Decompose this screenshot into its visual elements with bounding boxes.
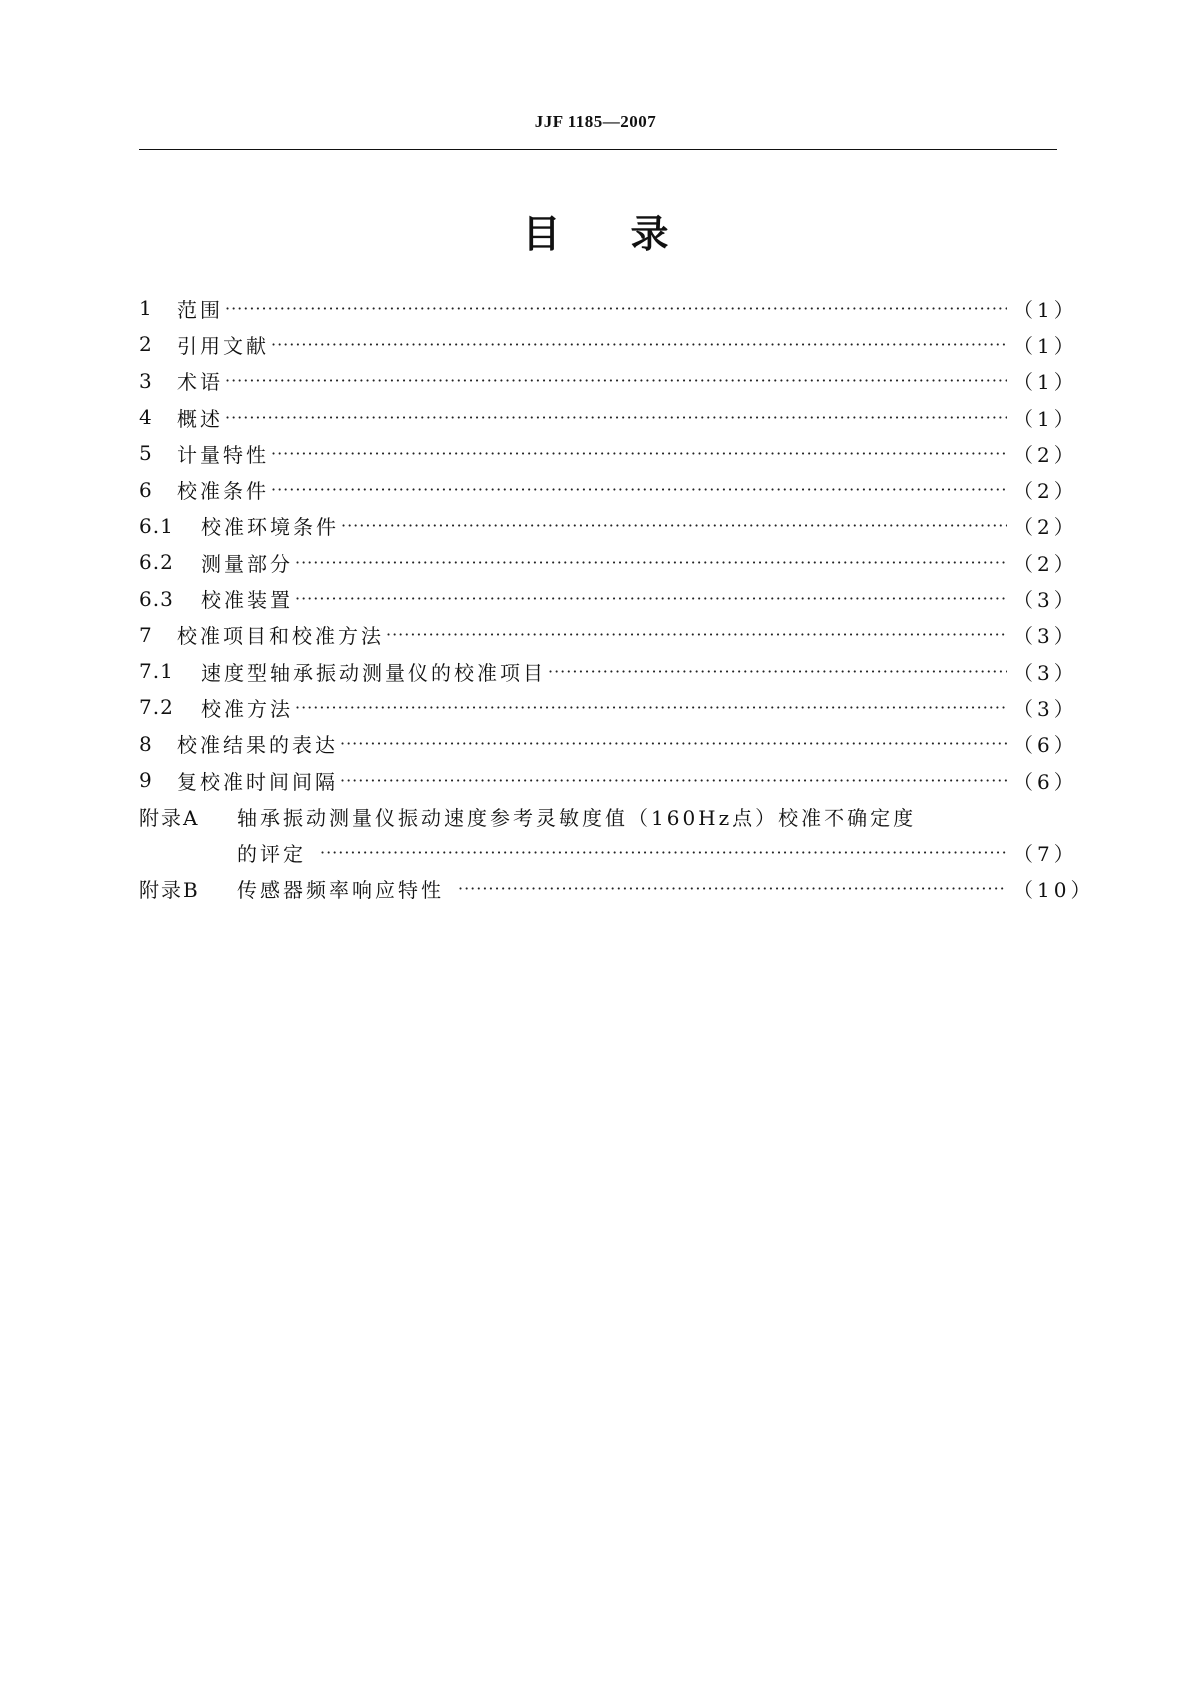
toc-leader-dots: [340, 734, 1007, 753]
toc-leader-dots: [225, 408, 1007, 427]
toc-leader-dots: [295, 589, 1007, 608]
toc-entry[interactable]: [139, 726, 1078, 762]
toc-entry[interactable]: [139, 290, 1078, 326]
toc-entry-label: 的评定: [237, 842, 306, 867]
toc-entry-page: （3）: [1013, 660, 1078, 685]
toc-entry-appendix-a-continued[interactable]: [139, 834, 1078, 870]
toc-entry-label: 引用文献: [177, 333, 269, 358]
toc-leader-dots: [295, 698, 1007, 717]
toc-entry[interactable]: [139, 689, 1078, 725]
toc-entry[interactable]: [139, 471, 1078, 507]
toc-entry-page: （1）: [1013, 370, 1078, 395]
toc-entry[interactable]: [139, 762, 1078, 798]
toc-entry-label: 范围: [177, 297, 223, 322]
toc-leader-dots: [225, 371, 1007, 390]
header-rule: [139, 149, 1057, 150]
toc-leader-dots: [458, 879, 1007, 898]
toc-entry-number: 5: [139, 441, 153, 466]
toc-entry-label: 校准项目和校准方法: [177, 624, 384, 649]
toc-entry[interactable]: [139, 617, 1078, 653]
toc-entry[interactable]: [139, 435, 1078, 471]
toc-entry-number: 6.1: [139, 513, 174, 538]
toc-entry-label: 测量部分: [201, 551, 293, 576]
toc-entry-page: （1）: [1013, 406, 1078, 431]
toc-entry-page: （3）: [1013, 588, 1078, 613]
toc-leader-dots: [271, 335, 1007, 354]
toc-entry-label: 校准结果的表达: [177, 733, 338, 758]
toc-entry-label: 校准方法: [201, 696, 293, 721]
toc-leader-dots: [341, 516, 1007, 535]
toc-leader-dots: [386, 625, 1007, 644]
toc-leader-dots: [225, 299, 1007, 318]
toc-leader-dots: [548, 662, 1007, 681]
toc-entry-label: 术语: [177, 370, 223, 395]
toc-entry-page: （10）: [1013, 878, 1095, 903]
toc-entry-page: （2）: [1013, 442, 1078, 467]
toc-entry-page: （3）: [1013, 696, 1078, 721]
toc-entry[interactable]: [139, 399, 1078, 435]
toc-entry-page: （2）: [1013, 551, 1078, 576]
toc-leader-dots: [271, 444, 1007, 463]
toc-entry-number: 8: [139, 731, 153, 756]
toc-entry-number: 7.2: [139, 695, 174, 720]
toc-entry-page: （6）: [1013, 733, 1078, 758]
toc-entry-number: 6.3: [139, 586, 174, 611]
document-code: JJF 1185—2007: [534, 112, 657, 131]
toc-entry-number: 3: [139, 368, 153, 393]
toc-leader-dots: [271, 480, 1007, 499]
toc-entry-label: 校准装置: [201, 588, 293, 613]
toc-entry-page: （1）: [1013, 333, 1078, 358]
toc-leader-dots: [320, 843, 1007, 862]
toc-entry-page: （2）: [1013, 515, 1078, 540]
toc-entry-number: 2: [139, 332, 153, 357]
toc-entry-appendix-b[interactable]: [139, 871, 1095, 907]
toc-entry-page: （7）: [1013, 842, 1078, 867]
toc-entry-page: （3）: [1013, 624, 1078, 649]
table-of-contents: [139, 290, 1095, 907]
toc-entry-page: （1）: [1013, 297, 1078, 322]
toc-entry-label: 速度型轴承振动测量仪的校准项目: [201, 660, 546, 685]
toc-entry-number: 7: [139, 622, 153, 647]
toc-entry-label: 概述: [177, 406, 223, 431]
toc-entry-number: 6: [139, 477, 153, 502]
toc-entry-label: 复校准时间间隔: [177, 769, 338, 794]
toc-entry[interactable]: [139, 653, 1078, 689]
toc-leader-dots: [340, 771, 1007, 790]
toc-entry-label: 轴承振动测量仪振动速度参考灵敏度值（160Hz点）校准不确定度: [237, 805, 917, 830]
toc-entry[interactable]: [139, 580, 1078, 616]
toc-entry[interactable]: [139, 544, 1078, 580]
toc-entry-number: 7.1: [139, 659, 174, 684]
toc-entry-appendix-a[interactable]: [139, 798, 1057, 834]
toc-entry-number: 1: [139, 296, 153, 321]
toc-entry-number: 9: [139, 768, 153, 792]
toc-entry-number: 附录B: [139, 878, 200, 903]
toc-entry[interactable]: [139, 508, 1078, 544]
toc-entry-number: 6.2: [139, 550, 174, 575]
toc-entry[interactable]: [139, 363, 1078, 399]
toc-entry-number: 附录A: [139, 805, 200, 830]
toc-entry-number: 4: [139, 405, 153, 430]
toc-entry-label: 计量特性: [177, 442, 269, 467]
toc-entry-page: （6）: [1013, 769, 1078, 794]
toc-entry-page: （2）: [1013, 479, 1078, 504]
toc-entry-label: 校准环境条件: [201, 515, 339, 540]
toc-leader-dots: [295, 553, 1007, 572]
page-title: 目录: [522, 212, 739, 256]
toc-entry-label: 校准条件: [177, 479, 269, 504]
toc-entry[interactable]: [139, 326, 1078, 362]
toc-entry-label: 传感器频率响应特性: [237, 878, 444, 903]
